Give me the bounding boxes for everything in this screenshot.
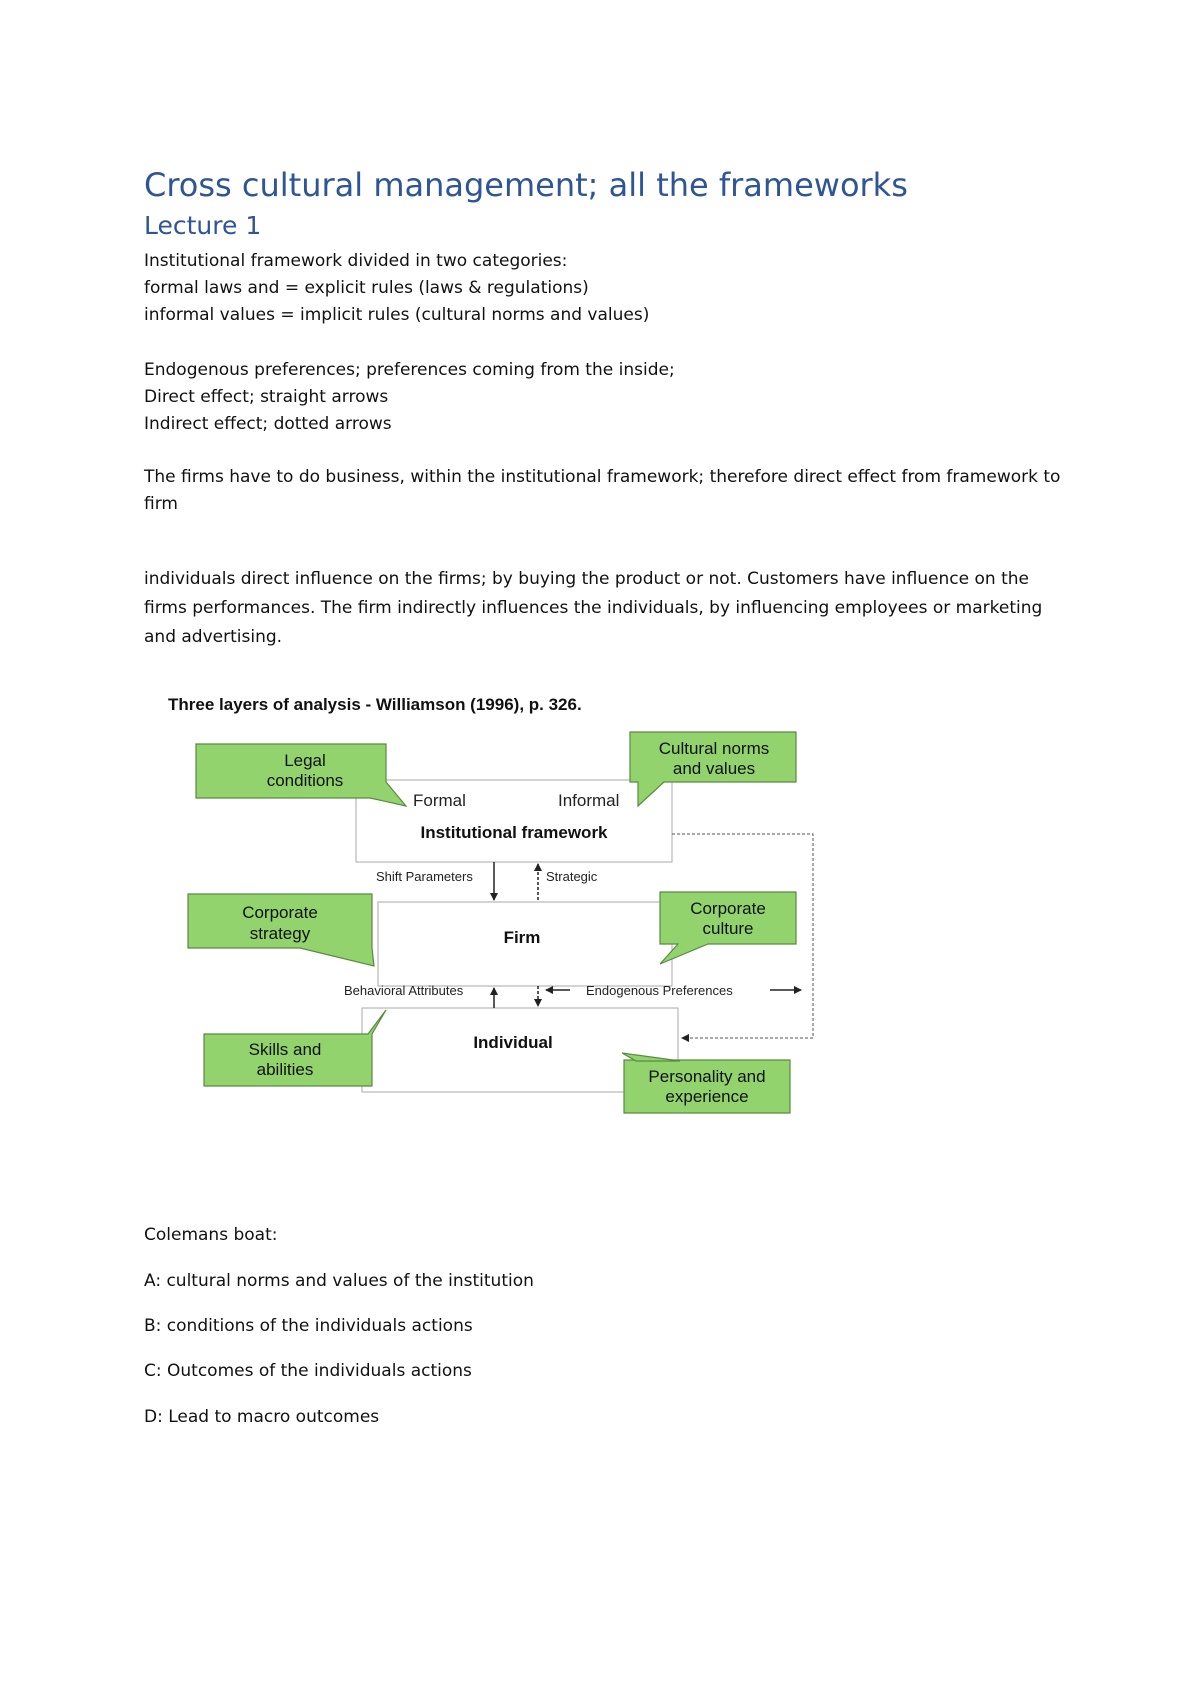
svg-text:Personality and: Personality and <box>648 1067 766 1086</box>
text-line: Endogenous preferences; preferences coming from the inside; <box>144 360 675 380</box>
text-line: formal laws and = explicit rules (laws & regulations) <box>144 278 589 298</box>
formal-label: Formal <box>413 791 466 810</box>
section-heading: Lecture 1 <box>144 211 262 240</box>
svg-text:conditions: conditions <box>266 771 344 790</box>
personality-experience-callout <box>622 1053 790 1113</box>
diagram-title: Three layers of analysis - Williamson (1996), p. 326. <box>168 695 582 714</box>
institutional-framework-label: Institutional framework <box>420 823 608 842</box>
coleman-item-a: A: cultural norms and values of the institution <box>144 1271 534 1291</box>
paragraph: The firms have to do business, within the institutional framework; therefore direct effect from framework to firm <box>144 467 1061 514</box>
shift-parameters-label: Shift Parameters <box>376 869 473 884</box>
svg-text:strategy: strategy <box>249 924 311 943</box>
text-line: informal values = implicit rules (cultural norms and values) <box>144 305 650 325</box>
institutional-framework-box <box>356 780 672 862</box>
svg-text:abilities: abilities <box>256 1060 314 1079</box>
text-line: Indirect effect; dotted arrows <box>144 414 392 434</box>
svg-text:and values: and values <box>672 759 756 778</box>
coleman-item-d: D: Lead to macro outcomes <box>144 1407 380 1427</box>
text-line: Direct effect; straight arrows <box>144 387 389 407</box>
coleman-item-c: C: Outcomes of the individuals actions <box>144 1361 472 1381</box>
svg-text:Corporate: Corporate <box>242 903 318 922</box>
corporate-culture-callout <box>660 892 796 964</box>
svg-text:Legal: Legal <box>284 751 326 770</box>
coleman-heading: Colemans boat: <box>144 1225 278 1245</box>
svg-text:culture: culture <box>702 919 754 938</box>
strategic-label: Strategic <box>546 869 598 884</box>
corporate-strategy-callout <box>188 894 374 966</box>
three-layers-diagram <box>160 688 820 1128</box>
svg-text:experience: experience <box>665 1087 749 1106</box>
skills-abilities-callout <box>204 1010 386 1086</box>
coleman-item-b: B: conditions of the individuals actions <box>144 1316 473 1336</box>
svg-text:Skills and: Skills and <box>248 1040 322 1059</box>
svg-text:Cultural norms: Cultural norms <box>658 739 770 758</box>
legal-conditions-callout <box>196 744 406 806</box>
svg-text:Corporate: Corporate <box>690 899 766 918</box>
text-line: Institutional framework divided in two categories: <box>144 251 568 271</box>
informal-label: Informal <box>558 791 620 810</box>
page-title: Cross cultural management; all the frameworks <box>144 166 908 204</box>
individual-label: Individual <box>473 1033 553 1052</box>
endogenous-preferences-label: Endogenous Preferences <box>586 983 733 998</box>
paragraph: individuals direct influence on the firms; by buying the product or not. Customers have influence on the firms performances. The firm indirectly influences the individuals, by influencing employees or marketing and advertising. <box>144 569 1043 647</box>
behavioral-attributes-label: Behavioral Attributes <box>344 983 464 998</box>
firm-label: Firm <box>503 928 541 947</box>
